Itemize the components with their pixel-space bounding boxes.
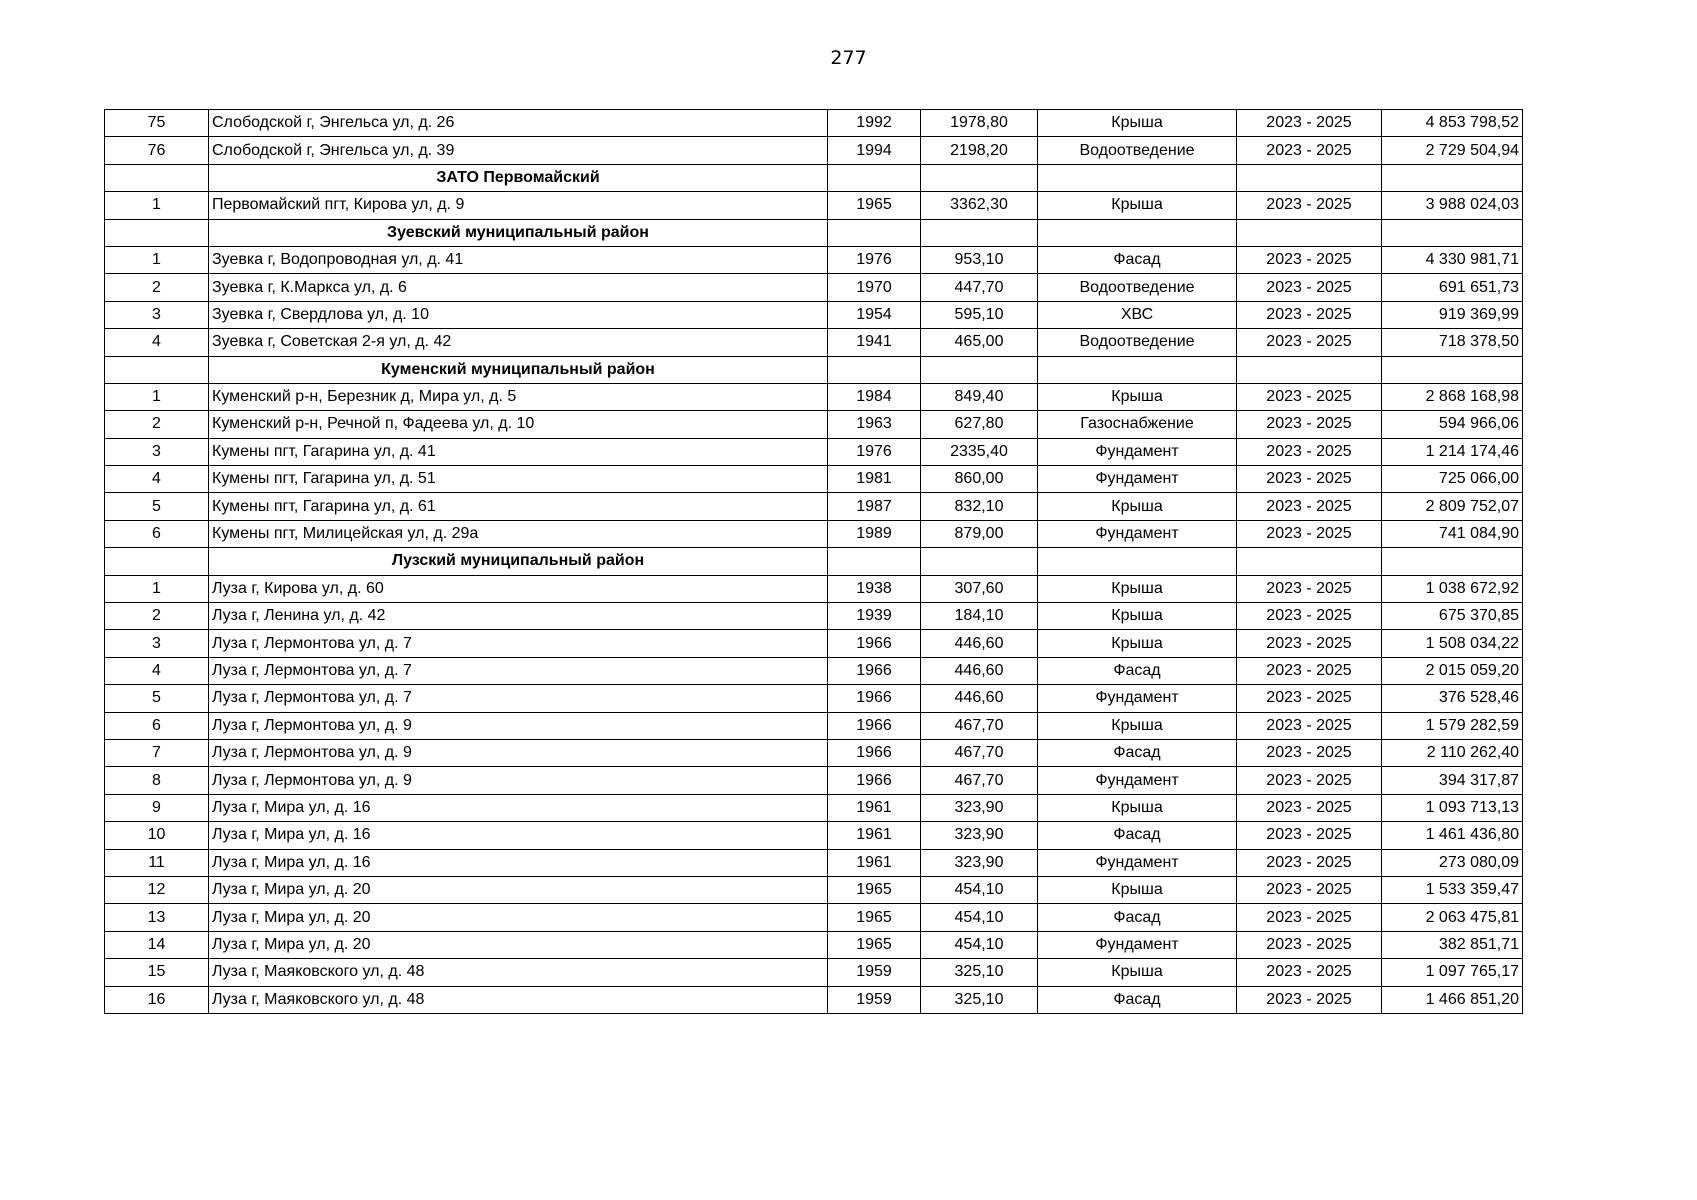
empty-cell: [1038, 548, 1237, 575]
empty-cell: [1038, 219, 1237, 246]
build-year-cell: 1994: [828, 137, 921, 164]
build-year-cell: 1976: [828, 438, 921, 465]
address-cell: Зуевка г, Свердлова ул, д. 10: [209, 301, 828, 328]
section-header-row: [105, 164, 1523, 191]
table-row: [105, 493, 1523, 520]
build-year-cell: 1939: [828, 603, 921, 630]
address-cell: Луза г, Лермонтова ул, д. 9: [209, 767, 828, 794]
table-row: [105, 192, 1523, 219]
cost-cell: 919 369,99: [1382, 301, 1523, 328]
address-cell: Куменский р-н, Березник д, Мира ул, д. 5: [209, 383, 828, 410]
area-cell: 325,10: [921, 959, 1038, 986]
area-cell: 467,70: [921, 767, 1038, 794]
address-cell: Луза г, Лермонтова ул, д. 7: [209, 630, 828, 657]
work-type-cell: Крыша: [1038, 876, 1237, 903]
period-cell: 2023 - 2025: [1237, 466, 1382, 493]
build-year-cell: 1970: [828, 274, 921, 301]
empty-cell: [105, 548, 209, 575]
area-cell: 2198,20: [921, 137, 1038, 164]
work-type-cell: Фасад: [1038, 822, 1237, 849]
address-cell: Кумены пгт, Гагарина ул, д. 61: [209, 493, 828, 520]
period-cell: 2023 - 2025: [1237, 959, 1382, 986]
period-cell: 2023 - 2025: [1237, 904, 1382, 931]
work-type-cell: Крыша: [1038, 575, 1237, 602]
row-number-cell: 4: [105, 657, 209, 684]
table-row: [105, 931, 1523, 958]
address-cell: Луза г, Лермонтова ул, д. 9: [209, 712, 828, 739]
table-row: [105, 110, 1523, 137]
build-year-cell: 1959: [828, 986, 921, 1013]
area-cell: 1978,80: [921, 110, 1038, 137]
cost-cell: 1 579 282,59: [1382, 712, 1523, 739]
empty-cell: [1237, 164, 1382, 191]
row-number-cell: 15: [105, 959, 209, 986]
table-row: [105, 767, 1523, 794]
table-row: [105, 411, 1523, 438]
area-cell: 860,00: [921, 466, 1038, 493]
cost-cell: 2 868 168,98: [1382, 383, 1523, 410]
table-row: [105, 794, 1523, 821]
cost-cell: 1 461 436,80: [1382, 822, 1523, 849]
address-cell: Зуевка г, К.Маркса ул, д. 6: [209, 274, 828, 301]
table-row: [105, 438, 1523, 465]
empty-cell: [1237, 219, 1382, 246]
work-type-cell: Фасад: [1038, 657, 1237, 684]
empty-cell: [105, 356, 209, 383]
row-number-cell: 6: [105, 712, 209, 739]
build-year-cell: 1965: [828, 876, 921, 903]
area-cell: 465,00: [921, 329, 1038, 356]
area-cell: 447,70: [921, 274, 1038, 301]
empty-cell: [1237, 356, 1382, 383]
row-number-cell: 3: [105, 301, 209, 328]
cost-cell: 3 988 024,03: [1382, 192, 1523, 219]
area-cell: 832,10: [921, 493, 1038, 520]
section-title: Куменский муниципальный район: [209, 356, 828, 383]
build-year-cell: 1961: [828, 849, 921, 876]
period-cell: 2023 - 2025: [1237, 931, 1382, 958]
cost-cell: 1 038 672,92: [1382, 575, 1523, 602]
table-row: [105, 575, 1523, 602]
table-row: [105, 630, 1523, 657]
row-number-cell: 13: [105, 904, 209, 931]
section-title: ЗАТО Первомайский: [209, 164, 828, 191]
address-cell: Луза г, Лермонтова ул, д. 9: [209, 739, 828, 766]
period-cell: 2023 - 2025: [1237, 986, 1382, 1013]
row-number-cell: 4: [105, 466, 209, 493]
table-row: [105, 246, 1523, 273]
cost-cell: 2 063 475,81: [1382, 904, 1523, 931]
work-type-cell: Фундамент: [1038, 849, 1237, 876]
area-cell: 323,90: [921, 849, 1038, 876]
section-header-row: [105, 548, 1523, 575]
area-cell: 184,10: [921, 603, 1038, 630]
cost-cell: 376 528,46: [1382, 685, 1523, 712]
row-number-cell: 10: [105, 822, 209, 849]
empty-cell: [1038, 164, 1237, 191]
row-number-cell: 2: [105, 603, 209, 630]
area-cell: 2335,40: [921, 438, 1038, 465]
area-cell: 849,40: [921, 383, 1038, 410]
period-cell: 2023 - 2025: [1237, 794, 1382, 821]
address-cell: Луза г, Кирова ул, д. 60: [209, 575, 828, 602]
work-type-cell: Фундамент: [1038, 466, 1237, 493]
table-row: [105, 904, 1523, 931]
work-type-cell: Крыша: [1038, 493, 1237, 520]
area-cell: 467,70: [921, 739, 1038, 766]
period-cell: 2023 - 2025: [1237, 411, 1382, 438]
build-year-cell: 1966: [828, 657, 921, 684]
cost-cell: 1 214 174,46: [1382, 438, 1523, 465]
work-type-cell: Фасад: [1038, 246, 1237, 273]
build-year-cell: 1966: [828, 712, 921, 739]
build-year-cell: 1954: [828, 301, 921, 328]
cost-cell: 1 508 034,22: [1382, 630, 1523, 657]
period-cell: 2023 - 2025: [1237, 767, 1382, 794]
empty-cell: [828, 164, 921, 191]
empty-cell: [921, 219, 1038, 246]
work-type-cell: Крыша: [1038, 959, 1237, 986]
work-type-cell: Фундамент: [1038, 767, 1237, 794]
period-cell: 2023 - 2025: [1237, 657, 1382, 684]
cost-cell: 1 097 765,17: [1382, 959, 1523, 986]
build-year-cell: 1938: [828, 575, 921, 602]
period-cell: 2023 - 2025: [1237, 329, 1382, 356]
build-year-cell: 1965: [828, 192, 921, 219]
period-cell: 2023 - 2025: [1237, 822, 1382, 849]
cost-cell: 2 015 059,20: [1382, 657, 1523, 684]
table-row: [105, 986, 1523, 1013]
row-number-cell: 75: [105, 110, 209, 137]
table-row: [105, 959, 1523, 986]
area-cell: 446,60: [921, 685, 1038, 712]
cost-cell: 741 084,90: [1382, 520, 1523, 547]
row-number-cell: 6: [105, 520, 209, 547]
work-type-cell: Фундамент: [1038, 438, 1237, 465]
area-cell: 953,10: [921, 246, 1038, 273]
address-cell: Луза г, Ленина ул, д. 42: [209, 603, 828, 630]
cost-cell: 2 110 262,40: [1382, 739, 1523, 766]
table-row: [105, 466, 1523, 493]
address-cell: Луза г, Мира ул, д. 16: [209, 849, 828, 876]
address-cell: Луза г, Мира ул, д. 20: [209, 931, 828, 958]
row-number-cell: 7: [105, 739, 209, 766]
work-type-cell: Водоотведение: [1038, 329, 1237, 356]
build-year-cell: 1966: [828, 767, 921, 794]
area-cell: 454,10: [921, 931, 1038, 958]
row-number-cell: 3: [105, 630, 209, 657]
cost-cell: 2 809 752,07: [1382, 493, 1523, 520]
row-number-cell: 5: [105, 493, 209, 520]
area-cell: 595,10: [921, 301, 1038, 328]
area-cell: 446,60: [921, 657, 1038, 684]
period-cell: 2023 - 2025: [1237, 438, 1382, 465]
build-year-cell: 1992: [828, 110, 921, 137]
build-year-cell: 1959: [828, 959, 921, 986]
row-number-cell: 11: [105, 849, 209, 876]
page-number: 277: [830, 47, 867, 69]
empty-cell: [1382, 164, 1523, 191]
row-number-cell: 8: [105, 767, 209, 794]
build-year-cell: 1965: [828, 904, 921, 931]
build-year-cell: 1966: [828, 739, 921, 766]
cost-cell: 4 330 981,71: [1382, 246, 1523, 273]
period-cell: 2023 - 2025: [1237, 603, 1382, 630]
address-cell: Луза г, Лермонтова ул, д. 7: [209, 685, 828, 712]
row-number-cell: 2: [105, 411, 209, 438]
table-row: [105, 685, 1523, 712]
period-cell: 2023 - 2025: [1237, 712, 1382, 739]
work-type-cell: Крыша: [1038, 383, 1237, 410]
area-cell: 454,10: [921, 904, 1038, 931]
row-number-cell: 1: [105, 383, 209, 410]
address-cell: Зуевка г, Советская 2-я ул, д. 42: [209, 329, 828, 356]
area-cell: 325,10: [921, 986, 1038, 1013]
address-cell: Луза г, Мира ул, д. 16: [209, 794, 828, 821]
empty-cell: [828, 548, 921, 575]
cost-cell: 594 966,06: [1382, 411, 1523, 438]
cost-cell: 382 851,71: [1382, 931, 1523, 958]
table-row: [105, 657, 1523, 684]
table-body: [105, 110, 1523, 1014]
address-cell: Кумены пгт, Гагарина ул, д. 51: [209, 466, 828, 493]
work-type-cell: Крыша: [1038, 110, 1237, 137]
build-year-cell: 1987: [828, 493, 921, 520]
table-row: [105, 274, 1523, 301]
row-number-cell: 4: [105, 329, 209, 356]
address-cell: Слободской г, Энгельса ул, д. 39: [209, 137, 828, 164]
row-number-cell: 1: [105, 246, 209, 273]
empty-cell: [105, 219, 209, 246]
build-year-cell: 1981: [828, 466, 921, 493]
build-year-cell: 1941: [828, 329, 921, 356]
address-cell: Куменский р-н, Речной п, Фадеева ул, д. 10: [209, 411, 828, 438]
empty-cell: [828, 219, 921, 246]
table-row: [105, 822, 1523, 849]
build-year-cell: 1976: [828, 246, 921, 273]
empty-cell: [921, 356, 1038, 383]
work-type-cell: Фундамент: [1038, 685, 1237, 712]
work-type-cell: Крыша: [1038, 630, 1237, 657]
area-cell: 879,00: [921, 520, 1038, 547]
row-number-cell: 9: [105, 794, 209, 821]
period-cell: 2023 - 2025: [1237, 739, 1382, 766]
area-cell: 307,60: [921, 575, 1038, 602]
table-row: [105, 712, 1523, 739]
empty-cell: [921, 164, 1038, 191]
row-number-cell: 1: [105, 575, 209, 602]
cost-cell: 2 729 504,94: [1382, 137, 1523, 164]
period-cell: 2023 - 2025: [1237, 685, 1382, 712]
work-type-cell: ХВС: [1038, 301, 1237, 328]
section-header-row: [105, 219, 1523, 246]
work-type-cell: Газоснабжение: [1038, 411, 1237, 438]
cost-cell: 273 080,09: [1382, 849, 1523, 876]
repair-register-table: [104, 109, 1523, 1014]
build-year-cell: 1966: [828, 685, 921, 712]
cost-cell: 718 378,50: [1382, 329, 1523, 356]
table-row: [105, 849, 1523, 876]
work-type-cell: Крыша: [1038, 794, 1237, 821]
empty-cell: [1382, 219, 1523, 246]
section-header-row: [105, 356, 1523, 383]
empty-cell: [921, 548, 1038, 575]
work-type-cell: Водоотведение: [1038, 274, 1237, 301]
work-type-cell: Фундамент: [1038, 931, 1237, 958]
period-cell: 2023 - 2025: [1237, 520, 1382, 547]
table-row: [105, 329, 1523, 356]
period-cell: 2023 - 2025: [1237, 192, 1382, 219]
address-cell: Луза г, Маяковского ул, д. 48: [209, 986, 828, 1013]
work-type-cell: Фасад: [1038, 904, 1237, 931]
cost-cell: 1 093 713,13: [1382, 794, 1523, 821]
period-cell: 2023 - 2025: [1237, 383, 1382, 410]
build-year-cell: 1961: [828, 822, 921, 849]
build-year-cell: 1963: [828, 411, 921, 438]
area-cell: 3362,30: [921, 192, 1038, 219]
area-cell: 627,80: [921, 411, 1038, 438]
row-number-cell: 5: [105, 685, 209, 712]
work-type-cell: Фундамент: [1038, 520, 1237, 547]
row-number-cell: 2: [105, 274, 209, 301]
row-number-cell: 16: [105, 986, 209, 1013]
empty-cell: [1382, 356, 1523, 383]
row-number-cell: 3: [105, 438, 209, 465]
address-cell: Луза г, Лермонтова ул, д. 7: [209, 657, 828, 684]
address-cell: Луза г, Мира ул, д. 16: [209, 822, 828, 849]
period-cell: 2023 - 2025: [1237, 301, 1382, 328]
period-cell: 2023 - 2025: [1237, 876, 1382, 903]
address-cell: Кумены пгт, Милицейская ул, д. 29а: [209, 520, 828, 547]
table-row: [105, 137, 1523, 164]
address-cell: Кумены пгт, Гагарина ул, д. 41: [209, 438, 828, 465]
work-type-cell: Фасад: [1038, 986, 1237, 1013]
period-cell: 2023 - 2025: [1237, 274, 1382, 301]
table-row: [105, 383, 1523, 410]
cost-cell: 1 533 359,47: [1382, 876, 1523, 903]
address-cell: Первомайский пгт, Кирова ул, д. 9: [209, 192, 828, 219]
table-row: [105, 739, 1523, 766]
address-cell: Луза г, Мира ул, д. 20: [209, 904, 828, 931]
table-row: [105, 520, 1523, 547]
area-cell: 446,60: [921, 630, 1038, 657]
empty-cell: [105, 164, 209, 191]
build-year-cell: 1961: [828, 794, 921, 821]
cost-cell: 394 317,87: [1382, 767, 1523, 794]
row-number-cell: 1: [105, 192, 209, 219]
row-number-cell: 12: [105, 876, 209, 903]
work-type-cell: Водоотведение: [1038, 137, 1237, 164]
area-cell: 454,10: [921, 876, 1038, 903]
address-cell: Луза г, Маяковского ул, д. 48: [209, 959, 828, 986]
address-cell: Зуевка г, Водопроводная ул, д. 41: [209, 246, 828, 273]
empty-cell: [1237, 548, 1382, 575]
address-cell: Слободской г, Энгельса ул, д. 26: [209, 110, 828, 137]
work-type-cell: Крыша: [1038, 603, 1237, 630]
section-title: Зуевский муниципальный район: [209, 219, 828, 246]
table-row: [105, 603, 1523, 630]
row-number-cell: 76: [105, 137, 209, 164]
build-year-cell: 1989: [828, 520, 921, 547]
empty-cell: [1038, 356, 1237, 383]
cost-cell: 675 370,85: [1382, 603, 1523, 630]
cost-cell: 1 466 851,20: [1382, 986, 1523, 1013]
period-cell: 2023 - 2025: [1237, 630, 1382, 657]
period-cell: 2023 - 2025: [1237, 575, 1382, 602]
area-cell: 323,90: [921, 822, 1038, 849]
cost-cell: 691 651,73: [1382, 274, 1523, 301]
area-cell: 467,70: [921, 712, 1038, 739]
table-row: [105, 301, 1523, 328]
empty-cell: [1382, 548, 1523, 575]
row-number-cell: 14: [105, 931, 209, 958]
period-cell: 2023 - 2025: [1237, 493, 1382, 520]
work-type-cell: Фасад: [1038, 739, 1237, 766]
section-title: Лузский муниципальный район: [209, 548, 828, 575]
period-cell: 2023 - 2025: [1237, 246, 1382, 273]
address-cell: Луза г, Мира ул, д. 20: [209, 876, 828, 903]
build-year-cell: 1965: [828, 931, 921, 958]
period-cell: 2023 - 2025: [1237, 110, 1382, 137]
cost-cell: 725 066,00: [1382, 466, 1523, 493]
work-type-cell: Крыша: [1038, 712, 1237, 739]
build-year-cell: 1966: [828, 630, 921, 657]
area-cell: 323,90: [921, 794, 1038, 821]
cost-cell: 4 853 798,52: [1382, 110, 1523, 137]
empty-cell: [828, 356, 921, 383]
period-cell: 2023 - 2025: [1237, 137, 1382, 164]
table-row: [105, 876, 1523, 903]
build-year-cell: 1984: [828, 383, 921, 410]
work-type-cell: Крыша: [1038, 192, 1237, 219]
period-cell: 2023 - 2025: [1237, 849, 1382, 876]
